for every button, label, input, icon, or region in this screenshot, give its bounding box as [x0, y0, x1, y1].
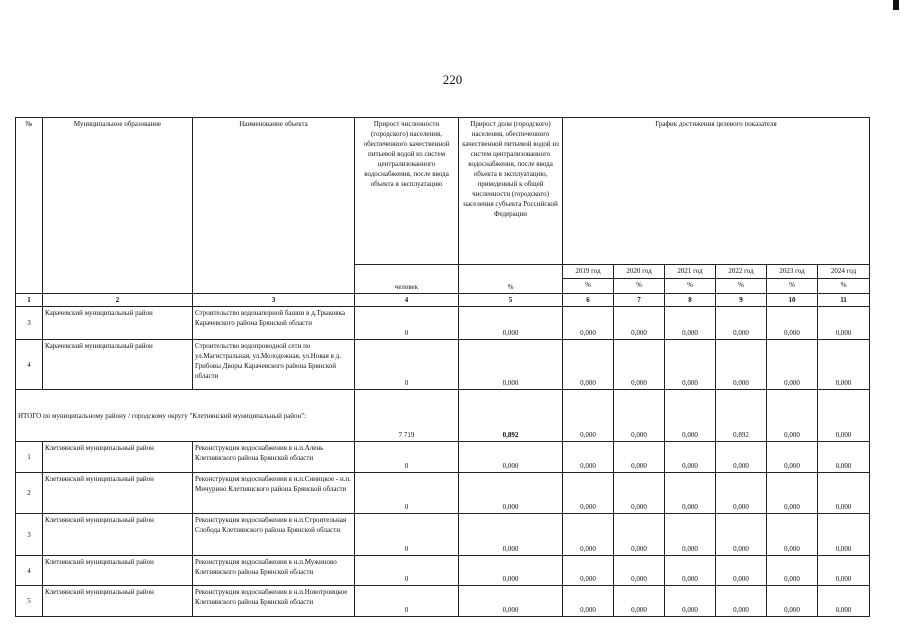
page-number: 220 — [442, 72, 463, 87]
row-num: 2 — [16, 473, 43, 514]
row-municipality: Клетнянский муниципальный район — [43, 473, 193, 514]
row-people: 0 — [355, 442, 459, 473]
row-year-value: 0,000 — [563, 556, 614, 586]
row-year-value: 0,000 — [563, 340, 614, 390]
total-people: 7 719 — [355, 390, 459, 442]
col-number: 5 — [459, 294, 563, 307]
row-year-value: 0,000 — [818, 586, 870, 617]
row-municipality: Клетнянский муниципальный район — [43, 556, 193, 586]
row-object: Реконструкция водоснабжения в н.п.Мужиново Клетнянского района Брянской области — [193, 556, 355, 586]
year-unit: % — [563, 279, 614, 294]
row-object: Реконструкция водоснабжения в н.п.Синицкое - н.п. Мичурино Клетнянского района Брянской области — [193, 473, 355, 514]
total-year-value: 0,000 — [767, 390, 818, 442]
row-people: 0 — [355, 340, 459, 390]
table-row — [16, 340, 870, 390]
row-year-value: 0,000 — [716, 473, 767, 514]
row-year-value: 0,000 — [767, 473, 818, 514]
row-year-value: 0,000 — [665, 556, 716, 586]
col-header-growth-people: Прирост численности (городского) населения, обеспеченного качественной питьевой водой из систем централизованного водоснабжения, после ввода объекта в эксплуатацию — [355, 118, 459, 265]
year-header: 2019 год — [563, 265, 614, 279]
row-year-value: 0,000 — [716, 586, 767, 617]
year-unit: % — [716, 279, 767, 294]
row-year-value: 0,000 — [767, 340, 818, 390]
col-number: 4 — [355, 294, 459, 307]
col-number: 1 — [16, 294, 43, 307]
row-year-value: 0,000 — [614, 473, 665, 514]
year-unit: % — [767, 279, 818, 294]
row-year-value: 0,000 — [716, 442, 767, 473]
row-year-value: 0,000 — [818, 442, 870, 473]
table-row — [16, 586, 870, 617]
row-year-value: 0,000 — [818, 340, 870, 390]
year-unit: % — [665, 279, 716, 294]
row-num: 4 — [16, 556, 43, 586]
row-year-value: 0,000 — [665, 307, 716, 340]
table-row — [16, 307, 870, 340]
row-object: Строительство водонапорной башни в д.Трыковка Карачевского района Брянской области — [193, 307, 355, 340]
unit-percent: % — [459, 265, 563, 294]
year-unit: % — [818, 279, 870, 294]
row-num: 5 — [16, 586, 43, 617]
col-number: 7 — [614, 294, 665, 307]
row-people: 0 — [355, 556, 459, 586]
row-year-value: 0,000 — [665, 514, 716, 556]
row-year-value: 0,000 — [563, 473, 614, 514]
row-year-value: 0,000 — [665, 586, 716, 617]
total-share: 0,892 — [459, 390, 563, 442]
table-row — [16, 473, 870, 514]
row-object: Реконструкция водоснабжения в н.п.Новотроицкое Клетнянского района Брянской области — [193, 586, 355, 617]
col-number: 9 — [716, 294, 767, 307]
row-year-value: 0,000 — [563, 307, 614, 340]
year-header: 2024 год — [818, 265, 870, 279]
row-municipality: Клетнянский муниципальный район — [43, 586, 193, 617]
col-header-schedule: График достижения целевого показателя — [563, 118, 870, 265]
row-year-value: 0,000 — [716, 514, 767, 556]
row-year-value: 0,000 — [716, 340, 767, 390]
col-number: 11 — [818, 294, 870, 307]
table-row — [16, 514, 870, 556]
col-header-object: Наименование объекта — [193, 118, 355, 294]
year-header: 2023 год — [767, 265, 818, 279]
col-header-municipality: Муниципальное образование — [43, 118, 193, 294]
col-number: 3 — [193, 294, 355, 307]
year-header: 2020 год — [614, 265, 665, 279]
col-number: 10 — [767, 294, 818, 307]
row-num: 4 — [16, 340, 43, 390]
row-year-value: 0,000 — [665, 473, 716, 514]
total-row — [16, 390, 870, 442]
row-people: 0 — [355, 307, 459, 340]
year-header: 2022 год — [716, 265, 767, 279]
target-indicator-table — [15, 117, 870, 617]
row-share: 0,000 — [459, 514, 563, 556]
column-number-row — [16, 294, 870, 307]
row-year-value: 0,000 — [563, 514, 614, 556]
row-municipality: Клетнянский муниципальный район — [43, 514, 193, 556]
row-share: 0,000 — [459, 340, 563, 390]
total-year-value: 0,000 — [563, 390, 614, 442]
row-year-value: 0,000 — [818, 514, 870, 556]
row-municipality: Карачевский муниципальный район — [43, 307, 193, 340]
total-label: ИТОГО по муниципальному району / городскому округу "Клетнянский муниципальный район": — [16, 390, 355, 442]
row-year-value: 0,000 — [665, 442, 716, 473]
row-year-value: 0,000 — [767, 442, 818, 473]
row-year-value: 0,000 — [767, 307, 818, 340]
row-year-value: 0,000 — [614, 514, 665, 556]
row-object: Реконструкция водоснабжения в н.п.Строительная Слобода Клетнянского района Брянской области — [193, 514, 355, 556]
col-number: 2 — [43, 294, 193, 307]
row-share: 0,000 — [459, 442, 563, 473]
row-people: 0 — [355, 473, 459, 514]
table-row — [16, 442, 870, 473]
row-year-value: 0,000 — [818, 307, 870, 340]
row-people: 0 — [355, 514, 459, 556]
table-row — [16, 556, 870, 586]
col-header-num: № — [16, 118, 43, 294]
row-share: 0,000 — [459, 307, 563, 340]
row-year-value: 0,000 — [614, 340, 665, 390]
row-year-value: 0,000 — [665, 340, 716, 390]
row-object: Строительство водопроводной сети по ул.Магистральная, ул.Молодежная, ул.Новая в д. Грибовы Дворы Карачевского района Брянской области — [193, 340, 355, 390]
row-year-value: 0,000 — [614, 556, 665, 586]
row-year-value: 0,000 — [614, 442, 665, 473]
row-year-value: 0,000 — [614, 307, 665, 340]
row-year-value: 0,000 — [767, 514, 818, 556]
row-year-value: 0,000 — [563, 586, 614, 617]
year-header: 2021 год — [665, 265, 716, 279]
row-num: 3 — [16, 307, 43, 340]
total-year-value: 0,000 — [818, 390, 870, 442]
scan-edge-mark — [893, 0, 899, 10]
row-municipality: Карачевский муниципальный район — [43, 340, 193, 390]
row-year-value: 0,000 — [767, 556, 818, 586]
col-number: 8 — [665, 294, 716, 307]
unit-people: человек — [355, 265, 459, 294]
row-share: 0,000 — [459, 556, 563, 586]
total-year-value: 0,000 — [665, 390, 716, 442]
row-num: 3 — [16, 514, 43, 556]
row-share: 0,000 — [459, 586, 563, 617]
row-year-value: 0,000 — [767, 586, 818, 617]
row-year-value: 0,000 — [716, 556, 767, 586]
total-year-value: 0,892 — [716, 390, 767, 442]
row-object: Реконструкция водоснабжения в н.п.Алень Клетнянского района Брянской области — [193, 442, 355, 473]
row-year-value: 0,000 — [716, 307, 767, 340]
col-number: 6 — [563, 294, 614, 307]
col-header-growth-share: Прирост доли (городского) населения, обеспеченного качественной питьевой водой из систем централизованного водоснабжения, после ввода объекта в эксплуатацию, приведенный к общей численности (городского) населения субъекта Российской Федерации — [459, 118, 563, 265]
row-year-value: 0,000 — [563, 442, 614, 473]
row-year-value: 0,000 — [818, 473, 870, 514]
total-year-value: 0,000 — [614, 390, 665, 442]
row-year-value: 0,000 — [614, 586, 665, 617]
row-year-value: 0,000 — [818, 556, 870, 586]
row-share: 0,000 — [459, 473, 563, 514]
row-num: 1 — [16, 442, 43, 473]
row-people: 0 — [355, 586, 459, 617]
row-municipality: Клетнянский муниципальный район — [43, 442, 193, 473]
year-unit: % — [614, 279, 665, 294]
